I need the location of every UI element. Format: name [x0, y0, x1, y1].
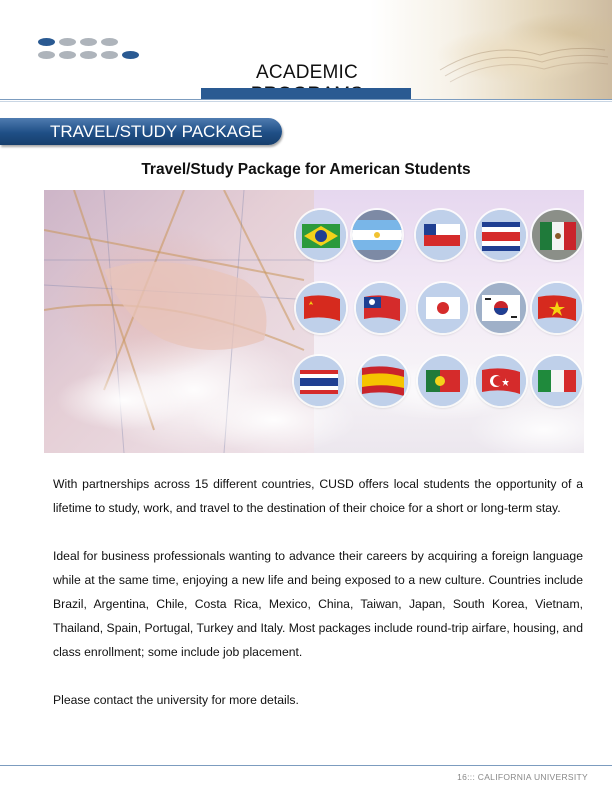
portugal-flag: [418, 356, 468, 406]
banner-title: TRAVEL/STUDY PACKAGE: [50, 122, 263, 141]
italy-flag: [532, 356, 582, 406]
hero-image: [44, 190, 584, 453]
japan-flag: [418, 283, 468, 333]
turkey-flag: [476, 356, 526, 406]
spain-flag: [358, 356, 408, 406]
header-divider: [0, 99, 612, 100]
body-paragraph-intro: With partnerships across 15 different countries, CUSD offers local students the opportunity of a lifetime to study, work, and travel to the destination of their choice for a short or long-term stay.: [53, 477, 583, 515]
brazil-flag: [296, 210, 346, 260]
logo-dots: [38, 38, 148, 64]
section-title-underline: [201, 88, 411, 99]
body-paragraph-contact: Please contact the university for more details.: [53, 693, 299, 707]
body-paragraph-details: Ideal for business professionals wanting to advance their careers by acquiring a foreign language while at the same time, enjoying a new life and being exposed to a new culture. Countries include Brazil, Argentina, Chile, Costa Rica, Mexico, China, Taiwan, Japan, South Korea, Vietnam, Thailand, Spain, Portugal, Turkey and Italy. Most packages include round-trip airfare, housing, and class enrollment; some include job placement.: [53, 549, 583, 659]
vietnam-flag: [532, 283, 582, 333]
argentina-flag: [352, 210, 402, 260]
taiwan-flag: [356, 283, 406, 333]
footer-divider: [0, 765, 612, 766]
costa-rica-flag: [476, 210, 526, 260]
footer-page-label: 16::: CALIFORNIA UNIVERSITY: [457, 772, 588, 782]
china-flag: [296, 283, 346, 333]
thailand-flag: [294, 356, 344, 406]
header-divider-secondary: [0, 101, 612, 102]
book-pages-decoration: [430, 10, 610, 90]
section-title: ACADEMIC: [256, 62, 358, 83]
south-korea-flag: [476, 283, 526, 333]
mexico-flag: [532, 210, 582, 260]
page-heading: Travel/Study Package for American Students: [141, 161, 471, 178]
chile-flag: [416, 210, 466, 260]
